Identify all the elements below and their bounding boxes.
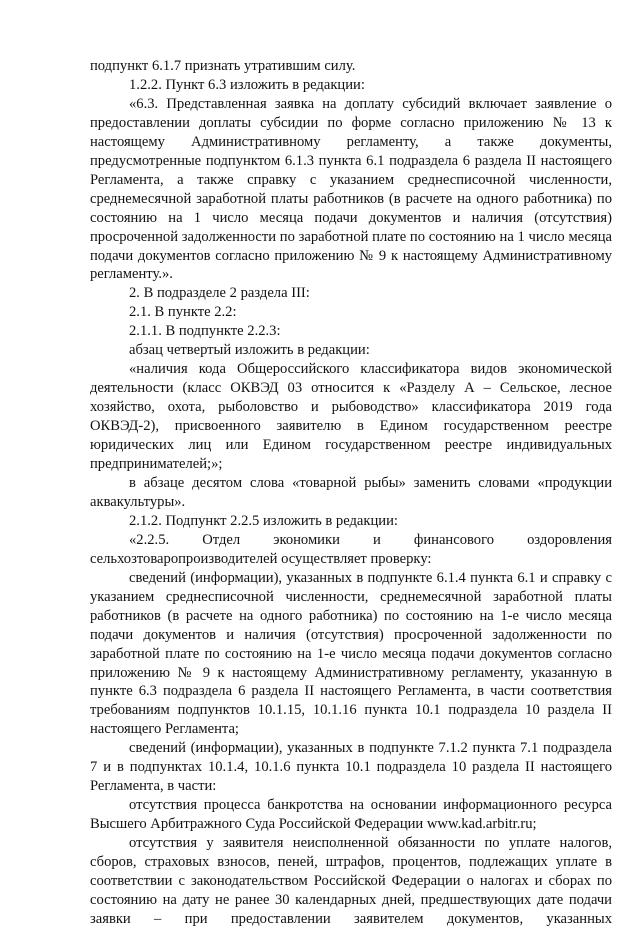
paragraph-14: отсутствия процесса банкротства на основании информационного ресурса Высшего Арбитражного Суда Российской Федерации www.kad.arbitr.ru; (90, 797, 612, 833)
paragraph-4: 2. В подразделе 2 раздела III: (129, 285, 310, 302)
document-page (90, 57, 612, 929)
paragraph-15: отсутствия у заявителя неисполненной обязанности по уплате налогов, сборов, страховых взносов, пеней, штрафов, процентов, подлежащих уплате в соответствии с законодательством Российской Федерации о налогах и сборах по состоянию на дату не ранее 30 календарных дней, предшествующих дате подачи заявки – при предоставлении заявителем документов, указанных (90, 835, 612, 927)
paragraph-12: сведений (информации), указанных в подпункте 6.1.4 пункта 6.1 и справку с указанием среднесписочной численности, среднемесячной заработной платы работников (в расчете на одного работника) по состоянию на 1-е число месяца подачи документов и наличия (отсутствия) просроченной задолженности по заработной плате по состоянию на 1-е число месяца подачи документов согласно приложению № 9 к настоящему Административному регламенту, указанную в пункте 6.3 подраздела 6 раздела II настоящего Регламента, в части соответствия требованиям подпунктов 10.1.15, 10.1.16 пункта 10.1 подраздела 10 раздела II настоящего Регламента; (90, 569, 612, 738)
paragraph-11: «2.2.5. Отдел экономики и финансового оздоровления сельхозтоваропроизводителей осуществляет проверку: (90, 531, 612, 567)
paragraph-6: 2.1.1. В подпункте 2.2.3: (129, 323, 281, 340)
paragraph-1: подпункт 6.1.7 признать утратившим силу. (90, 58, 356, 74)
paragraph-9: в абзаце десятом слова «товарной рыбы» заменить словами «продукции аквакультуры». (90, 474, 612, 510)
paragraph-2: 1.2.2. Пункт 6.3 изложить в редакции: (129, 76, 365, 93)
paragraph-13: сведений (информации), указанных в подпункте 7.1.2 пункта 7.1 подраздела 7 и в подпунктах 10.1.4, 10.1.6 пункта 10.1 подраздела 10 раздела II настоящего Регламента, в части: (90, 740, 612, 795)
paragraph-7: абзац четвертый изложить в редакции: (129, 342, 370, 359)
paragraph-3: «6.3. Представленная заявка на доплату субсидий включает заявление о предоставлении доплаты субсидии по форме согласно приложению № 13 к настоящему Административному регламенту, а также документы, предусмотренные подпунктом 6.1.3 пункта 6.1 подраздела 6 раздела II настоящего Регламента, а также справку с указанием среднесписочной численности, среднемесячной заработной платы работников (в расчете на одного работника) по состоянию на 1 число месяца подачи документов и наличия (отсутствия) просроченной задолженности по заработной плате по состоянию на 1 число месяца подачи документов согласно приложению № 9 к настоящему Административному регламенту.». (90, 95, 612, 283)
paragraph-10: 2.1.2. Подпункт 2.2.5 изложить в редакции: (129, 512, 398, 529)
paragraph-8: «наличия кода Общероссийского классификатора видов экономической деятельности (класс ОКВЭД 03 относится к «Разделу А – Сельское, лесное хозяйство, охота, рыболовство и рыбоводство» классификатора 2019 года ОКВЭД-2), присвоенного заявителю в Едином государственном реестре юридических лиц или Едином государственном реестре индивидуальных предпринимателей;»; (90, 361, 612, 473)
paragraph-5: 2.1. В пункте 2.2: (129, 304, 237, 321)
